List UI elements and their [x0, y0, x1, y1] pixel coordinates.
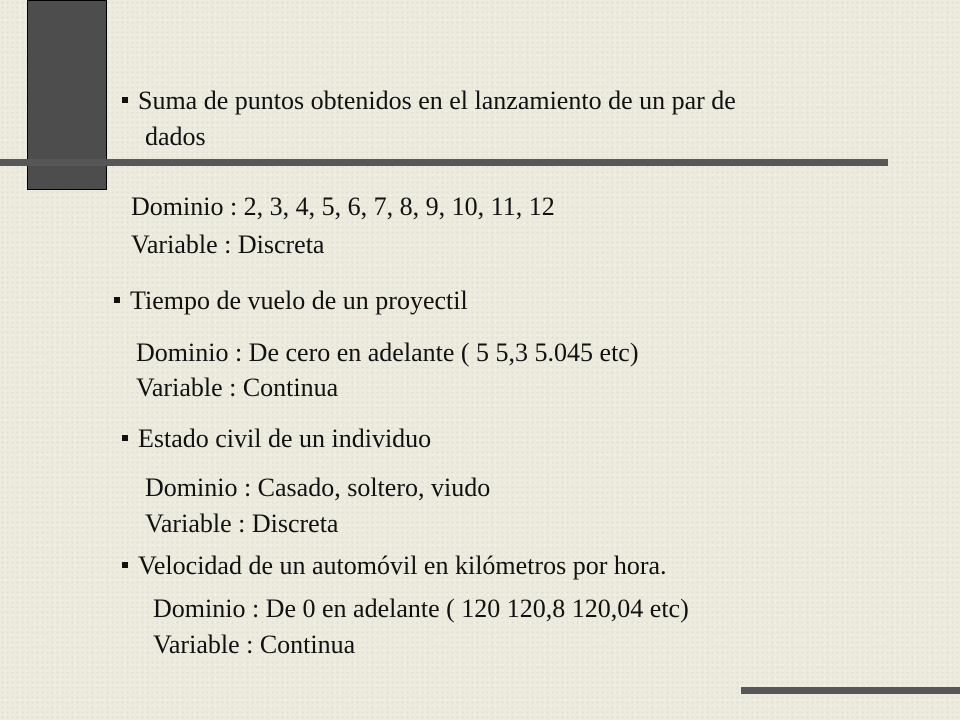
- item-2-variable: Variable : Continua: [136, 373, 339, 402]
- square-bullet-icon: [122, 562, 128, 568]
- bullet-item-3-heading: [122, 424, 431, 454]
- bullet-item-1-heading: [122, 86, 736, 116]
- item-3-heading-text: Estado civil de un individuo: [138, 424, 432, 453]
- square-bullet-icon: [122, 97, 128, 103]
- item-3-variable: Variable : Discreta: [145, 509, 339, 538]
- square-bullet-icon: [122, 435, 128, 441]
- square-bullet-icon: [114, 297, 120, 303]
- item-1-variable: Variable : Discreta: [131, 230, 325, 259]
- item-4-heading-text: Velocidad de un automóvil en kilómetros por hora.: [138, 551, 667, 580]
- item-2-dominio: Dominio : De cero en adelante ( 5 5,3 5.045 etc): [136, 338, 639, 367]
- bullet-item-4-heading: [122, 551, 667, 581]
- top-horizontal-rule: [0, 159, 888, 166]
- bottom-horizontal-rule: [741, 687, 960, 694]
- item-1-heading-continuation: dados: [145, 122, 206, 151]
- item-1-dominio: Dominio : 2, 3, 4, 5, 6, 7, 8, 9, 10, 11, 12: [131, 192, 555, 221]
- item-3-dominio: Dominio : Casado, soltero, viudo: [145, 473, 491, 502]
- bullet-item-2-heading: [114, 286, 468, 316]
- item-2-heading-text: Tiempo de vuelo de un proyectil: [130, 286, 468, 315]
- item-4-dominio: Dominio : De 0 en adelante ( 120 120,8 120,04 etc): [153, 594, 689, 623]
- item-4-variable: Variable : Continua: [153, 630, 356, 659]
- item-1-heading-text: Suma de puntos obtenidos en el lanzamiento de un par de: [138, 86, 736, 115]
